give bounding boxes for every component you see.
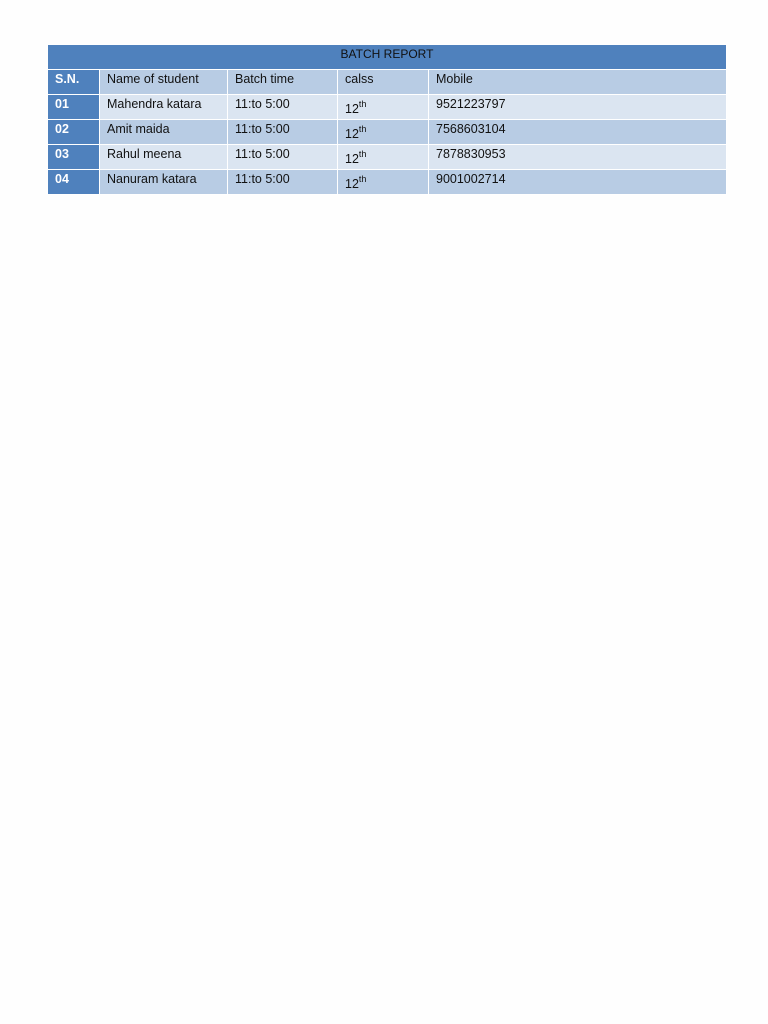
- row-class: [338, 170, 429, 195]
- header-batch-time: Batch time: [228, 70, 338, 95]
- table-title: BATCH REPORT: [48, 45, 727, 70]
- row-sn: 03: [48, 145, 100, 170]
- table-row: [48, 120, 727, 145]
- row-class-number: 12: [345, 127, 359, 141]
- row-class-number: 12: [345, 152, 359, 166]
- batch-report-table: [47, 44, 727, 195]
- row-sn: 04: [48, 170, 100, 195]
- header-name: Name of student: [100, 70, 228, 95]
- row-batch-time: 11:to 5:00: [228, 95, 338, 120]
- row-mobile: 7568603104: [429, 120, 727, 145]
- table-title-row: [48, 45, 727, 70]
- row-name: Rahul meena: [100, 145, 228, 170]
- table-row: [48, 95, 727, 120]
- row-mobile: 7878830953: [429, 145, 727, 170]
- row-batch-time: 11:to 5:00: [228, 145, 338, 170]
- table-row: [48, 145, 727, 170]
- row-name: Nanuram katara: [100, 170, 228, 195]
- row-class: [338, 145, 429, 170]
- row-class: [338, 95, 429, 120]
- row-class-suffix: th: [358, 123, 367, 134]
- row-class-number: 12: [345, 102, 359, 116]
- row-class-suffix: th: [358, 148, 367, 159]
- row-sn: 01: [48, 95, 100, 120]
- row-mobile: 9521223797: [429, 95, 727, 120]
- row-class: [338, 120, 429, 145]
- row-sn: 02: [48, 120, 100, 145]
- row-mobile: 9001002714: [429, 170, 727, 195]
- row-class-suffix: th: [358, 98, 367, 109]
- row-name: Mahendra katara: [100, 95, 228, 120]
- table-row: [48, 170, 727, 195]
- row-class-suffix: th: [358, 173, 367, 184]
- row-class-number: 12: [345, 177, 359, 191]
- header-sn: S.N.: [48, 70, 100, 95]
- header-mobile: Mobile: [429, 70, 727, 95]
- row-name: Amit maida: [100, 120, 228, 145]
- row-batch-time: 11:to 5:00: [228, 170, 338, 195]
- row-batch-time: 11:to 5:00: [228, 120, 338, 145]
- table-header-row: [48, 70, 727, 95]
- header-class: calss: [338, 70, 429, 95]
